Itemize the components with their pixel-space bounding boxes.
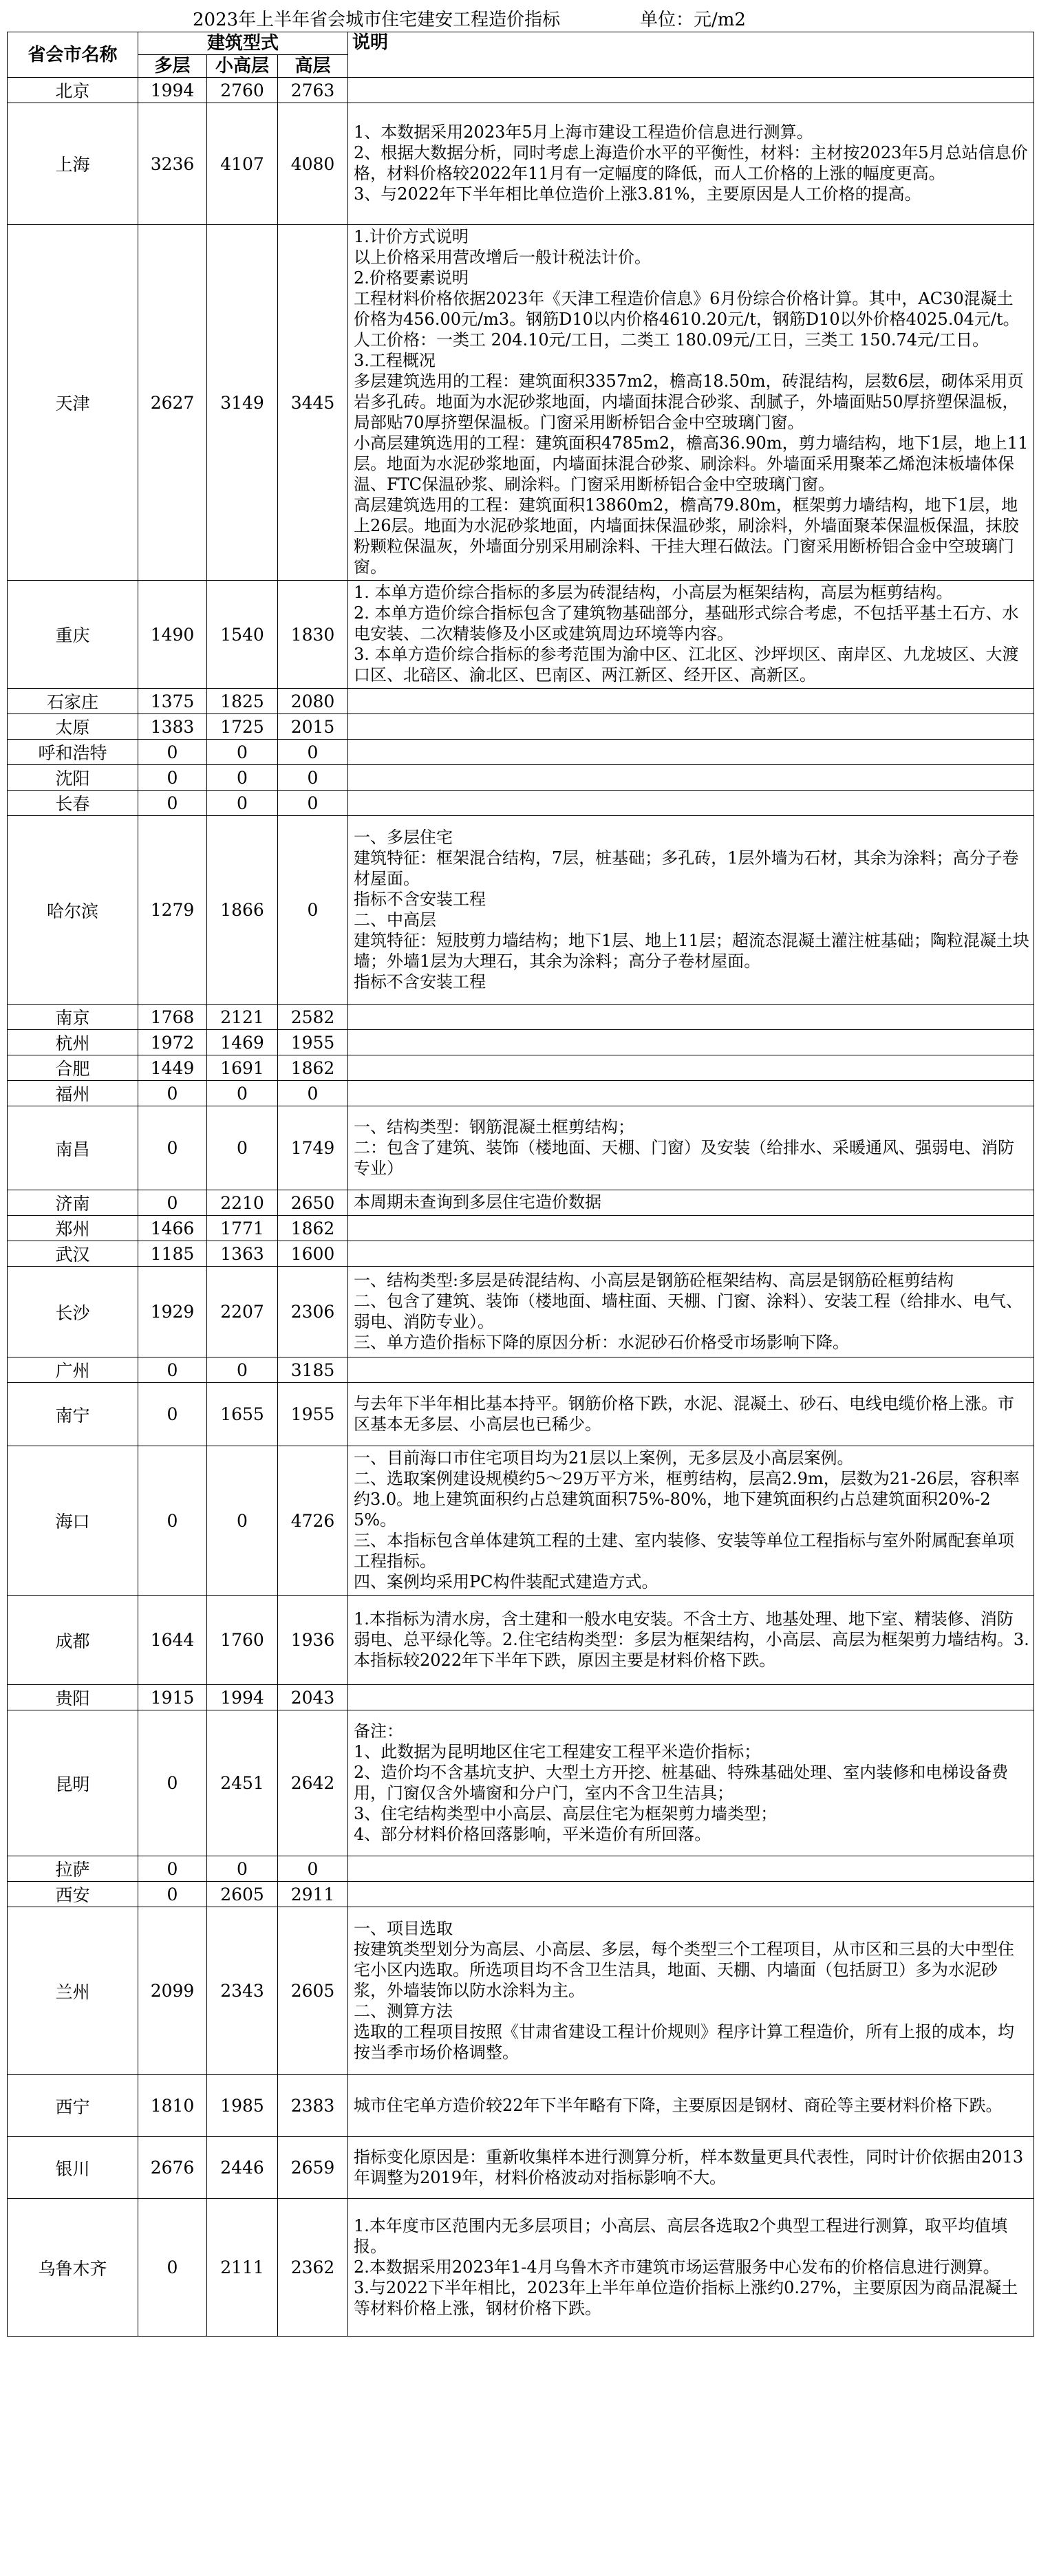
multi-value-cell: 0 — [138, 1882, 207, 1907]
header-high: 高层 — [278, 55, 348, 78]
high-value-cell: 1955 — [278, 1030, 348, 1055]
mid-value-cell: 1825 — [207, 689, 278, 714]
multi-value-cell: 0 — [138, 1383, 207, 1446]
mid-value-cell: 1760 — [207, 1596, 278, 1685]
multi-value-cell: 0 — [138, 1856, 207, 1882]
page-title: 2023年上半年省会城市住宅建安工程造价指标 — [193, 10, 561, 30]
title-row — [0, 0, 1039, 30]
mid-value-cell: 0 — [207, 1446, 278, 1596]
multi-value-cell: 3236 — [138, 103, 207, 225]
city-cell: 乌鲁木齐 — [8, 2199, 138, 2337]
city-cell: 济南 — [8, 1190, 138, 1216]
desc-cell — [348, 103, 1034, 225]
city-cell: 贵阳 — [8, 1685, 138, 1710]
desc-line: 指标不含安装工程 — [354, 889, 486, 909]
city-cell: 西宁 — [8, 2075, 138, 2137]
multi-value-cell: 1383 — [138, 714, 207, 740]
city-cell: 沈阳 — [8, 765, 138, 791]
multi-value-cell: 0 — [138, 1106, 207, 1190]
mid-value-cell: 1985 — [207, 2075, 278, 2137]
multi-value-cell: 1466 — [138, 1216, 207, 1241]
desc-line: 2、造价均不含基坑支护、大型土方开挖、桩基础、特殊基础处理、室内装修和电梯设备费用，门窗仅含外墙窗和分户门，室内不含卫生洁具； — [354, 1762, 1009, 1803]
table-row — [8, 1596, 1034, 1685]
multi-value-cell: 1768 — [138, 1005, 207, 1030]
desc-cell — [348, 2137, 1034, 2199]
high-value-cell: 2911 — [278, 1882, 348, 1907]
mid-value-cell: 2446 — [207, 2137, 278, 2199]
mid-value-cell: 2121 — [207, 1005, 278, 1030]
city-cell: 北京 — [8, 78, 138, 103]
desc-line: 二、包含了建筑、装饰（楼地面、墙柱面、天棚、门窗、涂料）、安装工程（给排水、电气、弱电、消防专业）。 — [354, 1291, 1023, 1331]
table-row — [8, 791, 1034, 816]
table-row — [8, 816, 1034, 1005]
desc-line: 4、部分材料价格回落影响，平米造价有所回落。 — [354, 1824, 711, 1844]
table-row — [8, 78, 1034, 103]
desc-cell — [348, 1710, 1034, 1856]
multi-value-cell: 0 — [138, 2199, 207, 2337]
desc-line: 二、选取案例建设规模约5～29万平方米，框剪结构，层高2.9m，层数为21-26层，容积率约3.0。地上建筑面积约占总建筑面积75%-80%，地下建筑面积约占总建筑面积20%-25%。 — [354, 1469, 1020, 1530]
mid-value-cell: 1725 — [207, 714, 278, 740]
desc-line: 本周期未查询到多层住宅造价数据 — [354, 1192, 602, 1212]
mid-value-cell: 2207 — [207, 1267, 278, 1357]
desc-cell — [348, 2075, 1034, 2137]
cost-index-table — [7, 32, 1034, 2337]
table-row — [8, 1446, 1034, 1596]
mid-value-cell: 2760 — [207, 78, 278, 103]
high-value-cell: 2642 — [278, 1710, 348, 1856]
city-cell: 拉萨 — [8, 1856, 138, 1882]
mid-value-cell: 1994 — [207, 1685, 278, 1710]
multi-value-cell: 1929 — [138, 1267, 207, 1357]
table-row — [8, 765, 1034, 791]
desc-line: 四、案例均采用PC构件装配式建造方式。 — [354, 1572, 658, 1591]
city-cell: 兰州 — [8, 1907, 138, 2075]
multi-value-cell: 0 — [138, 1081, 207, 1106]
city-cell: 杭州 — [8, 1030, 138, 1055]
desc-cell — [348, 1856, 1034, 1882]
mid-value-cell: 0 — [207, 791, 278, 816]
high-value-cell: 0 — [278, 1856, 348, 1882]
table-row — [8, 1190, 1034, 1216]
city-cell: 昆明 — [8, 1710, 138, 1856]
desc-line: 1.计价方式说明 — [354, 227, 469, 246]
multi-value-cell: 0 — [138, 791, 207, 816]
mid-value-cell: 1540 — [207, 581, 278, 689]
mid-value-cell: 1469 — [207, 1030, 278, 1055]
high-value-cell: 1862 — [278, 1055, 348, 1081]
desc-line: 指标不含安装工程 — [354, 972, 486, 991]
city-cell: 长沙 — [8, 1267, 138, 1357]
desc-cell — [348, 1005, 1034, 1030]
table-row — [8, 1907, 1034, 2075]
city-cell: 石家庄 — [8, 689, 138, 714]
high-value-cell: 1955 — [278, 1383, 348, 1446]
desc-line: 3、与2022年下半年相比单位造价上涨3.81%，主要原因是人工价格的提高。 — [354, 184, 921, 204]
multi-value-cell: 1279 — [138, 816, 207, 1005]
high-value-cell: 1749 — [278, 1106, 348, 1190]
table-row — [8, 689, 1034, 714]
desc-line: 1.本指标为清水房，含土建和一般水电安装。不含土方、地基处理、地下室、精装修、消防弱电、总平绿化等。2.住宅结构类型：多层为框架结构，小高层、高层为框架剪力墙结构。3.本指标较2022年下半年下跌，原因主要是材料价格下跌。 — [354, 1609, 1029, 1670]
desc-cell — [348, 78, 1034, 103]
mid-value-cell: 4107 — [207, 103, 278, 225]
desc-line: 按建筑类型划分为高层、小高层、多层，每个类型三个工程项目，从市区和三县的大中型住宅小区内选取。所选项目均不含卫生洁具，地面、天棚、内墙面（包括厨卫）多为水泥砂浆，外墙装饰以防水涂料为主。 — [354, 1939, 1015, 2000]
city-cell: 武汉 — [8, 1241, 138, 1267]
city-cell: 成都 — [8, 1596, 138, 1685]
desc-line: 小高层建筑选用的工程：建筑面积4785m2，檐高36.90m，剪力墙结构，地下1层，地上11层。地面为水泥砂浆地面，内墙面抹混合砂浆、刷涂料。外墙面采用聚苯乙烯泡沫板墙体保温、FTC保温砂浆、刷涂料。门窗采用断桥铝合金中空玻璃门窗。 — [354, 433, 1029, 494]
mid-value-cell: 1363 — [207, 1241, 278, 1267]
desc-cell — [348, 740, 1034, 765]
city-cell: 合肥 — [8, 1055, 138, 1081]
desc-line: 建筑特征：框架混合结构，7层，桩基础；多孔砖，1层外墙为石材，其余为涂料；高分子卷材屋面。 — [354, 848, 1019, 888]
high-value-cell: 0 — [278, 740, 348, 765]
desc-cell — [348, 1055, 1034, 1081]
desc-line: 2、根据大数据分析，同时考虑上海造价水平的平衡性，材料：主材按2023年5月总站信息价格，材料价格较2022年11月有一定幅度的降低，而人工价格的上涨的幅度更高。 — [354, 143, 1028, 183]
mid-value-cell: 2343 — [207, 1907, 278, 2075]
multi-value-cell: 0 — [138, 1446, 207, 1596]
desc-line: 三、本指标包含单体建筑工程的土建、室内装修、安装等单位工程指标与室外附属配套单项工程指标。 — [354, 1531, 1015, 1571]
mid-value-cell: 0 — [207, 1106, 278, 1190]
desc-cell — [348, 791, 1034, 816]
mid-value-cell: 0 — [207, 1856, 278, 1882]
desc-cell — [348, 1446, 1034, 1596]
desc-line: 高层建筑选用的工程：建筑面积13860m2，檐高79.80m，框架剪力墙结构，地下1层，地上26层。地面为水泥砂浆地面，内墙面抹保温砂浆，刷涂料，外墙面聚苯保温板保温，抹胶粉颗粒保温灰，外墙面分别采用刷涂料、干挂大理石做法。门窗采用断桥铝合金中空玻璃门窗。 — [354, 495, 1019, 577]
high-value-cell: 1862 — [278, 1216, 348, 1241]
city-cell: 郑州 — [8, 1216, 138, 1241]
high-value-cell: 2763 — [278, 78, 348, 103]
multi-value-cell: 1915 — [138, 1685, 207, 1710]
high-value-cell: 2383 — [278, 2075, 348, 2137]
desc-line: 人工价格：一类工 204.10元/工日，二类工 180.09元/工日，三类工 150.74元/工日。 — [354, 330, 989, 350]
high-value-cell: 0 — [278, 765, 348, 791]
city-cell: 西安 — [8, 1882, 138, 1907]
table-row — [8, 740, 1034, 765]
desc-line: 1. 本单方造价综合指标的多层为砖混结构，小高层为框架结构，高层为框剪结构。 — [354, 583, 953, 602]
desc-line: 一、多层住宅 — [354, 827, 453, 847]
high-value-cell: 3445 — [278, 225, 348, 581]
header-desc: 说明 — [348, 32, 1034, 78]
multi-value-cell: 1490 — [138, 581, 207, 689]
table-row — [8, 1216, 1034, 1241]
mid-value-cell: 2111 — [207, 2199, 278, 2337]
city-cell: 哈尔滨 — [8, 816, 138, 1005]
desc-line: 二：包含了建筑、装饰（楼地面、天棚、门窗）及安装（给排水、采暖通风、强弱电、消防专业） — [354, 1137, 1015, 1178]
desc-line: 2. 本单方造价综合指标包含了建筑物基础部分，基础形式综合考虑，不包括平基土石方、水电安装、二次精装修及小区或建筑周边环境等内容。 — [354, 603, 1019, 643]
high-value-cell: 4080 — [278, 103, 348, 225]
desc-cell — [348, 1241, 1034, 1267]
desc-cell — [348, 1383, 1034, 1446]
multi-value-cell: 2099 — [138, 1907, 207, 2075]
desc-line: 2.本数据采用2023年1-4月乌鲁木齐市建筑市场运营服务中心发布的价格信息进行测算。 — [354, 2257, 1000, 2277]
desc-line: 3. 本单方造价综合指标的参考范围为渝中区、江北区、沙坪坝区、南岸区、九龙坡区、大渡口区、北碚区、渝北区、巴南区、两江新区、经开区、高新区。 — [354, 645, 1019, 685]
desc-cell — [348, 689, 1034, 714]
city-cell: 南京 — [8, 1005, 138, 1030]
multi-value-cell: 1449 — [138, 1055, 207, 1081]
table-row — [8, 1267, 1034, 1357]
multi-value-cell: 2627 — [138, 225, 207, 581]
city-cell: 福州 — [8, 1081, 138, 1106]
header-row-1 — [8, 32, 1034, 55]
desc-cell — [348, 1882, 1034, 1907]
desc-line: 三、单方造价指标下降的原因分析：水泥砂石价格受市场影响下降。 — [354, 1332, 850, 1352]
city-cell: 南昌 — [8, 1106, 138, 1190]
high-value-cell: 1600 — [278, 1241, 348, 1267]
city-cell: 上海 — [8, 103, 138, 225]
city-cell: 长春 — [8, 791, 138, 816]
high-value-cell: 4726 — [278, 1446, 348, 1596]
city-cell: 太原 — [8, 714, 138, 740]
table-row — [8, 1030, 1034, 1055]
city-cell: 呼和浩特 — [8, 740, 138, 765]
high-value-cell: 2080 — [278, 689, 348, 714]
desc-line: 二、测算方法 — [354, 2001, 453, 2021]
desc-cell — [348, 714, 1034, 740]
table-row — [8, 1710, 1034, 1856]
multi-value-cell: 1644 — [138, 1596, 207, 1685]
high-value-cell: 1936 — [278, 1596, 348, 1685]
desc-cell — [348, 2199, 1034, 2337]
desc-cell — [348, 1596, 1034, 1685]
table-row — [8, 1005, 1034, 1030]
desc-cell — [348, 1357, 1034, 1383]
desc-line: 建筑特征：短肢剪力墙结构；地下1层、地上11层；超流态混凝土灌注桩基础；陶粒混凝土块墙；外墙1层为大理石，其余为涂料；高分子卷材屋面。 — [354, 930, 1029, 971]
table-row — [8, 1357, 1034, 1383]
city-cell: 重庆 — [8, 581, 138, 689]
desc-cell — [348, 1216, 1034, 1241]
high-value-cell: 2659 — [278, 2137, 348, 2199]
high-value-cell: 2015 — [278, 714, 348, 740]
table-row — [8, 2075, 1034, 2137]
high-value-cell: 3185 — [278, 1357, 348, 1383]
desc-line: 2.价格要素说明 — [354, 268, 469, 288]
high-value-cell: 1830 — [278, 581, 348, 689]
desc-line: 工程材料价格依据2023年《天津工程造价信息》6月份综合价格计算。其中，AC30混凝土价格为456.00元/m3。钢筋D10以内价格4610.20元/t，钢筋D10以外价格4025.04元/t。 — [354, 289, 1020, 329]
desc-cell — [348, 816, 1034, 1005]
mid-value-cell: 0 — [207, 765, 278, 791]
header-multi: 多层 — [138, 55, 207, 78]
city-cell: 广州 — [8, 1357, 138, 1383]
mid-value-cell: 2210 — [207, 1190, 278, 1216]
desc-cell — [348, 1106, 1034, 1190]
desc-line: 城市住宅单方造价较22年下半年略有下降，主要原因是钢材、商砼等主要材料价格下跌。 — [354, 2095, 1003, 2115]
multi-value-cell: 0 — [138, 740, 207, 765]
desc-line: 选取的工程项目按照《甘肃省建设工程计价规则》程序计算工程造价，所有上报的成本，均按当季市场价格调整。 — [354, 2021, 1015, 2062]
table-row — [8, 225, 1034, 581]
desc-line: 1、此数据为昆明地区住宅工程建安工程平米造价指标； — [354, 1741, 761, 1761]
desc-line: 3.工程概况 — [354, 351, 436, 370]
city-cell: 天津 — [8, 225, 138, 581]
multi-value-cell: 1375 — [138, 689, 207, 714]
multi-value-cell: 1185 — [138, 1241, 207, 1267]
desc-cell — [348, 1030, 1034, 1055]
unit-label: 单位：元/m2 — [640, 10, 746, 30]
table-row — [8, 2137, 1034, 2199]
high-value-cell: 2582 — [278, 1005, 348, 1030]
mid-value-cell: 0 — [207, 1357, 278, 1383]
mid-value-cell: 1691 — [207, 1055, 278, 1081]
high-value-cell: 0 — [278, 1081, 348, 1106]
mid-value-cell: 2451 — [207, 1710, 278, 1856]
desc-line: 一、目前海口市住宅项目均为21层以上案例，无多层及小高层案例。 — [354, 1448, 854, 1468]
desc-cell — [348, 581, 1034, 689]
table-row — [8, 714, 1034, 740]
table-body — [8, 78, 1034, 2337]
multi-value-cell: 1994 — [138, 78, 207, 103]
high-value-cell: 2362 — [278, 2199, 348, 2337]
table-row — [8, 103, 1034, 225]
desc-line: 一、结构类型:多层是砖混结构、小高层是钢筋砼框架结构、高层是钢筋砼框剪结构 — [354, 1270, 954, 1290]
high-value-cell: 2306 — [278, 1267, 348, 1357]
desc-line: 一、项目选取 — [354, 1918, 453, 1938]
mid-value-cell: 0 — [207, 1081, 278, 1106]
high-value-cell: 2043 — [278, 1685, 348, 1710]
desc-line: 以上价格采用营改增后一般计税法计价。 — [354, 248, 652, 267]
table-row — [8, 1055, 1034, 1081]
high-value-cell: 0 — [278, 791, 348, 816]
desc-line: 备注： — [354, 1721, 404, 1741]
multi-value-cell: 0 — [138, 765, 207, 791]
table-row — [8, 1106, 1034, 1190]
desc-cell — [348, 225, 1034, 581]
city-cell: 南宁 — [8, 1383, 138, 1446]
desc-line: 与去年下半年相比基本持平。钢筋价格下跌，水泥、混凝土、砂石、电线电缆价格上涨。市区基本无多层、小高层也已稀少。 — [354, 1393, 1015, 1434]
mid-value-cell: 1771 — [207, 1216, 278, 1241]
desc-cell — [348, 765, 1034, 791]
mid-value-cell: 1866 — [207, 816, 278, 1005]
desc-line: 二、中高层 — [354, 910, 437, 930]
desc-line: 1、本数据采用2023年5月上海市建设工程造价信息进行测算。 — [354, 122, 813, 142]
multi-value-cell: 1972 — [138, 1030, 207, 1055]
desc-line: 指标变化原因是：重新收集样本进行测算分析，样本数量更具代表性，同时计价依据由2013年调整为2019年，材料价格波动对指标影响不大。 — [354, 2147, 1024, 2187]
header-city: 省会市名称 — [8, 32, 138, 78]
mid-value-cell: 1655 — [207, 1383, 278, 1446]
table-row — [8, 1383, 1034, 1446]
high-value-cell: 0 — [278, 816, 348, 1005]
desc-cell — [348, 1907, 1034, 2075]
header-building-type: 建筑型式 — [138, 32, 348, 55]
desc-cell — [348, 1267, 1034, 1357]
table-row — [8, 581, 1034, 689]
desc-cell — [348, 1190, 1034, 1216]
desc-line: 1.本年度市区范围内无多层项目；小高层、高层各选取2个典型工程进行测算，取平均值填报。 — [354, 2215, 1008, 2256]
multi-value-cell: 1810 — [138, 2075, 207, 2137]
desc-line: 一、结构类型：钢筋混凝土框剪结构； — [354, 1117, 635, 1137]
desc-line: 多层建筑选用的工程：建筑面积3357m2，檐高18.50m，砖混结构，层数6层，砌体采用页岩多孔砖。地面为水泥砂浆地面，内墙面抹混合砂浆、刮腻子，外墙面贴50厚挤塑保温板，局部贴70厚挤塑保温板。门窗采用断桥铝合金中空玻璃门窗。 — [354, 372, 1024, 432]
high-value-cell: 2650 — [278, 1190, 348, 1216]
desc-line: 3、住宅结构类型中小高层、高层住宅为框架剪力墙类型； — [354, 1803, 778, 1823]
multi-value-cell: 0 — [138, 1710, 207, 1856]
table-row — [8, 1882, 1034, 1907]
city-cell: 海口 — [8, 1446, 138, 1596]
mid-value-cell: 0 — [207, 740, 278, 765]
table-row — [8, 1081, 1034, 1106]
table-row — [8, 2199, 1034, 2337]
table-row — [8, 1856, 1034, 1882]
desc-line: 3.与2022下半年相比，2023年上半年单位造价指标上涨约0.27%，主要原因为商品混凝土等材料价格上涨，钢材价格下跌。 — [354, 2277, 1018, 2318]
desc-cell — [348, 1081, 1034, 1106]
city-cell: 银川 — [8, 2137, 138, 2199]
desc-cell — [348, 1685, 1034, 1710]
mid-value-cell: 3149 — [207, 225, 278, 581]
table-row — [8, 1685, 1034, 1710]
multi-value-cell: 0 — [138, 1190, 207, 1216]
high-value-cell: 2605 — [278, 1907, 348, 2075]
multi-value-cell: 0 — [138, 1357, 207, 1383]
multi-value-cell: 2676 — [138, 2137, 207, 2199]
table-row — [8, 1241, 1034, 1267]
header-mid: 小高层 — [207, 55, 278, 78]
mid-value-cell: 2605 — [207, 1882, 278, 1907]
